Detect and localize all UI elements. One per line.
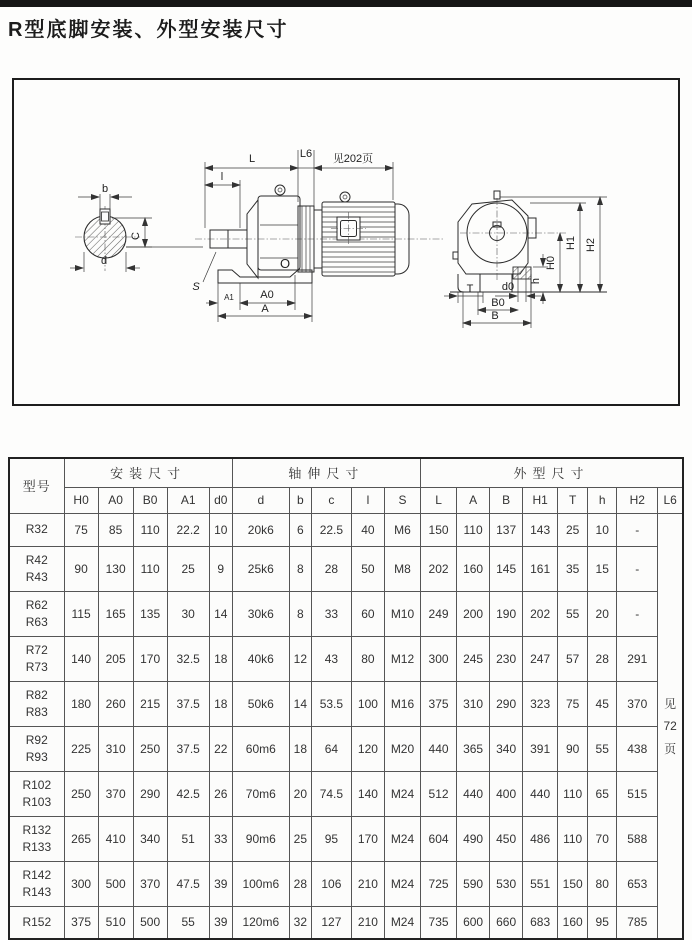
model-cell: R142 R143 (9, 861, 64, 906)
value-cell: 8 (289, 591, 311, 636)
value-cell: 95 (588, 906, 617, 939)
value-cell: M6 (384, 513, 420, 546)
value-cell: 60 (351, 591, 384, 636)
value-cell: 245 (457, 636, 490, 681)
dim-label-L6: L6 (299, 148, 313, 160)
value-cell: 55 (558, 591, 588, 636)
value-cell: 210 (351, 861, 384, 906)
value-cell: 391 (523, 726, 558, 771)
value-cell: 551 (523, 861, 558, 906)
value-cell: 55 (588, 726, 617, 771)
col-header: b (289, 487, 311, 513)
value-cell: 210 (351, 906, 384, 939)
value-cell: 28 (588, 636, 617, 681)
value-cell: 170 (351, 816, 384, 861)
value-cell: 22.5 (311, 513, 351, 546)
value-cell: 215 (133, 681, 167, 726)
value-cell: 410 (98, 816, 133, 861)
dim-label-H1: H1 (565, 235, 577, 251)
col-header: B (490, 487, 523, 513)
value-cell: 70m6 (232, 771, 289, 816)
value-cell: 340 (133, 816, 167, 861)
dim-label-B: B (491, 310, 499, 322)
value-cell: 590 (457, 861, 490, 906)
value-cell: 8 (289, 546, 311, 591)
value-cell: 202 (421, 546, 457, 591)
col-header: T (558, 487, 588, 513)
value-cell: 127 (311, 906, 351, 939)
value-cell: 55 (167, 906, 209, 939)
value-cell: 40 (351, 513, 384, 546)
value-cell: 135 (133, 591, 167, 636)
dim-label-A: A (261, 303, 269, 315)
value-cell: 30 (167, 591, 209, 636)
value-cell: M12 (384, 636, 420, 681)
value-cell: 10 (588, 513, 617, 546)
value-cell: 85 (98, 513, 133, 546)
gearmotor-drawing (14, 80, 674, 400)
technical-drawing (12, 78, 680, 406)
value-cell: 15 (588, 546, 617, 591)
value-cell: 340 (490, 726, 523, 771)
dim-label-H0: H0 (545, 255, 557, 271)
value-cell: 18 (209, 636, 232, 681)
value-cell: 25k6 (232, 546, 289, 591)
value-cell: 323 (523, 681, 558, 726)
value-cell: 70 (588, 816, 617, 861)
value-cell: 290 (490, 681, 523, 726)
col-header: A0 (98, 487, 133, 513)
model-cell: R92 R93 (9, 726, 64, 771)
value-cell: 140 (351, 771, 384, 816)
value-cell: 291 (617, 636, 658, 681)
model-cell: R72 R73 (9, 636, 64, 681)
model-cell: R32 (9, 513, 64, 546)
top-rule (0, 0, 692, 7)
dim-label-C: C (130, 232, 142, 240)
value-cell: 500 (98, 861, 133, 906)
table-row (9, 771, 683, 816)
col-header: L6 (658, 487, 683, 513)
dimension-table (8, 457, 684, 940)
value-cell: 6 (289, 513, 311, 546)
value-cell: 25 (289, 816, 311, 861)
value-cell: M10 (384, 591, 420, 636)
value-cell: 110 (457, 513, 490, 546)
value-cell: 249 (421, 591, 457, 636)
value-cell: 75 (558, 681, 588, 726)
value-cell: - (617, 546, 658, 591)
value-cell: 40k6 (232, 636, 289, 681)
value-cell: 25 (558, 513, 588, 546)
value-cell: 300 (421, 636, 457, 681)
value-cell: 32 (289, 906, 311, 939)
value-cell: 600 (457, 906, 490, 939)
value-cell: 785 (617, 906, 658, 939)
value-cell: 150 (421, 513, 457, 546)
col-header: H2 (617, 487, 658, 513)
value-cell: 438 (617, 726, 658, 771)
dim-label-B0: B0 (491, 297, 505, 309)
value-cell: 80 (351, 636, 384, 681)
value-cell: 39 (209, 861, 232, 906)
value-cell: 225 (64, 726, 98, 771)
value-cell: 200 (457, 591, 490, 636)
value-cell: 42.5 (167, 771, 209, 816)
value-cell: 22 (209, 726, 232, 771)
value-cell: 74.5 (311, 771, 351, 816)
value-cell: 310 (457, 681, 490, 726)
value-cell: 400 (490, 771, 523, 816)
value-cell: 10 (209, 513, 232, 546)
col-header: H1 (523, 487, 558, 513)
value-cell: 47.5 (167, 861, 209, 906)
table-row (9, 816, 683, 861)
value-cell: M24 (384, 861, 420, 906)
value-cell: - (617, 591, 658, 636)
value-cell: 150 (558, 861, 588, 906)
value-cell: 604 (421, 816, 457, 861)
value-cell: - (617, 513, 658, 546)
model-cell: R132 R133 (9, 816, 64, 861)
value-cell: 43 (311, 636, 351, 681)
page-title: R型底脚安装、外型安装尺寸 (8, 19, 289, 41)
value-cell: 145 (490, 546, 523, 591)
col-header: d0 (209, 487, 232, 513)
value-cell: 260 (98, 681, 133, 726)
value-cell: 53.5 (311, 681, 351, 726)
col-group-shaft: 轴伸尺寸 (232, 458, 420, 487)
value-cell: 365 (457, 726, 490, 771)
table-row (9, 906, 683, 939)
value-cell: 39 (209, 906, 232, 939)
value-cell: 440 (421, 726, 457, 771)
dim-label-A1: A1 (224, 293, 234, 302)
value-cell: 515 (617, 771, 658, 816)
value-cell: 35 (558, 546, 588, 591)
value-cell: 25 (167, 546, 209, 591)
value-cell: 100 (351, 681, 384, 726)
value-cell: 450 (490, 816, 523, 861)
value-cell: 18 (209, 681, 232, 726)
value-cell: 588 (617, 816, 658, 861)
value-cell: 57 (558, 636, 588, 681)
value-cell: 50k6 (232, 681, 289, 726)
value-cell: 370 (133, 861, 167, 906)
value-cell: 310 (98, 726, 133, 771)
value-cell: 50 (351, 546, 384, 591)
value-cell: 28 (289, 861, 311, 906)
value-cell: 486 (523, 816, 558, 861)
value-cell: 510 (98, 906, 133, 939)
see-page-202-note: 见202页 (332, 153, 374, 165)
model-cell: R152 (9, 906, 64, 939)
value-cell: 265 (64, 816, 98, 861)
value-cell: 110 (558, 771, 588, 816)
value-cell: 140 (64, 636, 98, 681)
dim-label-d: d (100, 255, 108, 267)
value-cell: M24 (384, 906, 420, 939)
col-header: h (588, 487, 617, 513)
value-cell: 20 (588, 591, 617, 636)
value-cell: 161 (523, 546, 558, 591)
value-cell: 45 (588, 681, 617, 726)
table-row (9, 546, 683, 591)
table-row (9, 636, 683, 681)
value-cell: 725 (421, 861, 457, 906)
col-header: A (457, 487, 490, 513)
value-cell: 130 (98, 546, 133, 591)
group-header-row (9, 458, 683, 487)
value-cell: 440 (523, 771, 558, 816)
dim-label-S: S (192, 281, 200, 293)
dim-label-H2: H2 (585, 237, 597, 253)
value-cell: 90 (558, 726, 588, 771)
value-cell: 20k6 (232, 513, 289, 546)
table-row (9, 591, 683, 636)
l6-see-page-note: 见 72 页 (658, 513, 683, 939)
value-cell: 115 (64, 591, 98, 636)
value-cell: 500 (133, 906, 167, 939)
value-cell: 60m6 (232, 726, 289, 771)
side-view (192, 148, 445, 322)
value-cell: 30k6 (232, 591, 289, 636)
value-cell: 106 (311, 861, 351, 906)
model-cell: R42 R43 (9, 546, 64, 591)
value-cell: 250 (133, 726, 167, 771)
col-group-model: 型号 (9, 458, 64, 513)
value-cell: 205 (98, 636, 133, 681)
col-header: A1 (167, 487, 209, 513)
value-cell: 683 (523, 906, 558, 939)
value-cell: 22.2 (167, 513, 209, 546)
dim-label-h: h (530, 277, 542, 285)
shaft-section-view (70, 183, 203, 272)
value-cell: 100m6 (232, 861, 289, 906)
table-row (9, 726, 683, 771)
dim-label-b: b (101, 183, 109, 195)
value-cell: 170 (133, 636, 167, 681)
value-cell: 20 (289, 771, 311, 816)
table-body (9, 513, 683, 939)
value-cell: 75 (64, 513, 98, 546)
table-row (9, 861, 683, 906)
value-cell: M16 (384, 681, 420, 726)
value-cell: 80 (588, 861, 617, 906)
value-cell: 65 (588, 771, 617, 816)
value-cell: 300 (64, 861, 98, 906)
model-cell: R102 R103 (9, 771, 64, 816)
col-header: l (351, 487, 384, 513)
dim-label-A0: A0 (260, 289, 274, 301)
model-cell: R82 R83 (9, 681, 64, 726)
value-cell: 290 (133, 771, 167, 816)
value-cell: 160 (558, 906, 588, 939)
value-cell: M24 (384, 771, 420, 816)
value-cell: 90m6 (232, 816, 289, 861)
table-row (9, 681, 683, 726)
value-cell: 32.5 (167, 636, 209, 681)
value-cell: 202 (523, 591, 558, 636)
value-cell: M20 (384, 726, 420, 771)
col-header: H0 (64, 487, 98, 513)
value-cell: 110 (133, 546, 167, 591)
col-header: L (421, 487, 457, 513)
value-cell: M8 (384, 546, 420, 591)
value-cell: 370 (98, 771, 133, 816)
value-cell: 653 (617, 861, 658, 906)
value-cell: 18 (289, 726, 311, 771)
value-cell: 375 (421, 681, 457, 726)
value-cell: 28 (311, 546, 351, 591)
value-cell: 440 (457, 771, 490, 816)
sub-header-row (9, 487, 683, 513)
value-cell: 37.5 (167, 726, 209, 771)
value-cell: 33 (311, 591, 351, 636)
value-cell: 64 (311, 726, 351, 771)
value-cell: 370 (617, 681, 658, 726)
col-group-outline: 外型尺寸 (421, 458, 683, 487)
value-cell: 512 (421, 771, 457, 816)
value-cell: 14 (289, 681, 311, 726)
value-cell: 26 (209, 771, 232, 816)
value-cell: 375 (64, 906, 98, 939)
end-view (444, 191, 607, 328)
value-cell: 33 (209, 816, 232, 861)
value-cell: 735 (421, 906, 457, 939)
col-header: B0 (133, 487, 167, 513)
value-cell: 250 (64, 771, 98, 816)
value-cell: 9 (209, 546, 232, 591)
value-cell: 247 (523, 636, 558, 681)
dim-label-L: L (248, 153, 256, 165)
dim-label-T: T (466, 283, 474, 295)
value-cell: 180 (64, 681, 98, 726)
value-cell: 490 (457, 816, 490, 861)
value-cell: 14 (209, 591, 232, 636)
value-cell: M24 (384, 816, 420, 861)
value-cell: 165 (98, 591, 133, 636)
col-header: d (232, 487, 289, 513)
value-cell: 95 (311, 816, 351, 861)
value-cell: 110 (133, 513, 167, 546)
value-cell: 530 (490, 861, 523, 906)
value-cell: 660 (490, 906, 523, 939)
value-cell: 160 (457, 546, 490, 591)
value-cell: 90 (64, 546, 98, 591)
col-header: S (384, 487, 420, 513)
value-cell: 230 (490, 636, 523, 681)
table-row (9, 513, 683, 546)
dim-label-l: l (220, 171, 224, 183)
model-cell: R62 R63 (9, 591, 64, 636)
value-cell: 37.5 (167, 681, 209, 726)
dim-label-d0: d0 (501, 281, 515, 293)
col-header: c (311, 487, 351, 513)
value-cell: 120 (351, 726, 384, 771)
value-cell: 110 (558, 816, 588, 861)
value-cell: 120m6 (232, 906, 289, 939)
value-cell: 137 (490, 513, 523, 546)
value-cell: 190 (490, 591, 523, 636)
value-cell: 143 (523, 513, 558, 546)
value-cell: 51 (167, 816, 209, 861)
value-cell: 12 (289, 636, 311, 681)
col-group-install: 安装尺寸 (64, 458, 232, 487)
dim-label-O: O (279, 256, 291, 271)
